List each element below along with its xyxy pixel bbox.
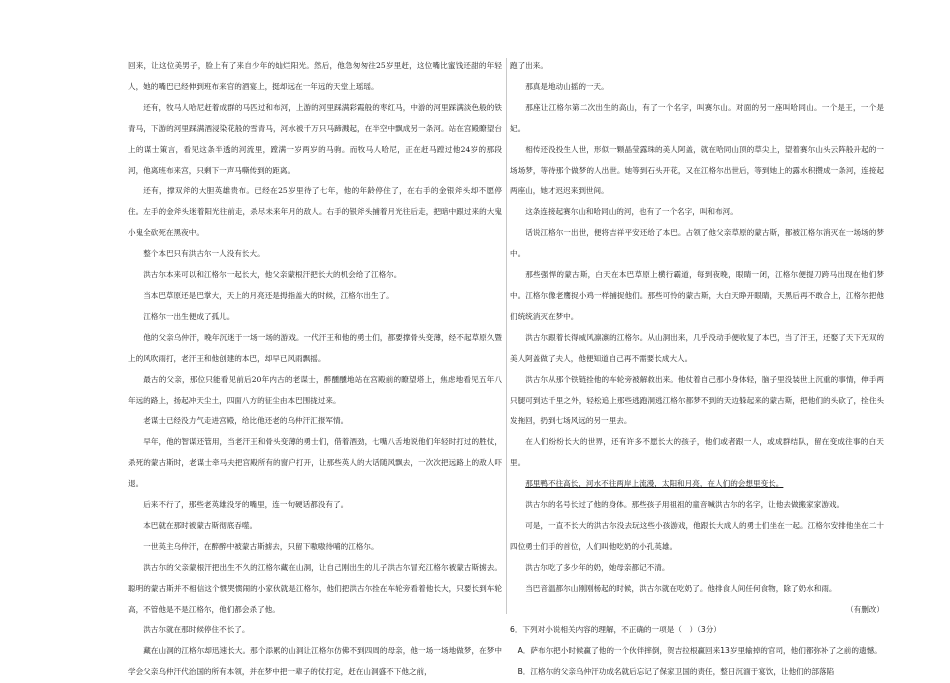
paragraph: 后来不行了，那些老英雄没牙的嘴里，连一句硬话都没有了。 bbox=[143, 500, 349, 510]
paragraph: 还有，撑双斧的大胆英雄贵布。已经在25岁里待了七年，他的年龄停住了，在右手的金银斧头却不愿停住。左手的金斧头迷着阳光往前走，杀尽未来年月的敌人。右手的银斧头捕着月光往后走，把暗中跟过来的大鬼小鬼全砍死在黑夜中。 bbox=[128, 186, 502, 238]
paragraph: 那真是地动山摇的一天。 bbox=[525, 81, 609, 91]
paragraph: 当巴音温都尔山刚刚杨起的时候，洪古尔就在吃奶了。他排食人间任何食物，除了奶水和雨。 bbox=[525, 583, 837, 593]
left-text-column bbox=[128, 56, 502, 683]
paragraph: 洪古尔就在那时候停住不长了。 bbox=[143, 625, 250, 635]
paragraph: 洪古尔吃了多少年的奶，她母亲都记不清。 bbox=[525, 562, 670, 572]
paragraph: 还有，牧马人哈尼赶着成群的马匹过和布河，上游的河里踩满彩霞般的枣红马，中游的河里踩满淡色般的铁青马，下游的河里踩满酒浸染花般的雪青马，河水被千万只马蹄溅起，在半空中飘成另一条河。站在宫殿瞭望台上的谋士策言，看见这条半透的河流里，蹚满一岁两岁的马驹。而牧马人哈尼，正在赶马蹚过他24岁的那段河，他离班布来宫，只剩下一声马嘶传到的距离。 bbox=[128, 102, 502, 175]
paragraph: 相传还没投生人世，形似一颗晶莹露珠的美人阿盖，就在哈同山顶的草尖上，望着赛尔山头云阵般升起的一场场梦，等待那个做梦的人出世。她等到石头开花，又在江格尔出世后，等到她上的露水积攒成一条河，连接起两座山，她才迟迟来到世间。 bbox=[510, 144, 884, 196]
paragraph: 那些强悍的蒙古斯，白天在本巴草原上横行霸道，每到夜晚，眼睛一闭，江格尔便提刀跨马出现在他们梦中。江格尔像老鹰捉小鸡一样捕捉他们。那些可怜的蒙古斯，大白天睁开眼睛，天黑后再不敢合上，江格尔把他们统统消灭在梦中。 bbox=[510, 270, 884, 321]
underlined-sentence: 那里鸭不往高长，河水不往两岸上流漫，太阳和月亮，在人们的会想里变长。 bbox=[525, 479, 784, 489]
paragraph: 他的父亲乌仲汗，晚年沉迷于一场一场的游戏。一代汗王和他的勇士们，都要撑骨头变薄，经不起草原久暨上的风吹雨打，老汗王和他创建的本巴，却早已风雨飘摇。 bbox=[128, 332, 502, 363]
paragraph: 洪古尔从那个铁链拴他的车轮旁被解救出来。他仗着自己那小身体轻，脑子里没装世上沉重的事情，伸手两只腿可到达千里之外，轻松追上那些逃跑洞逃江格尔都梦不到的天边躲起来的蒙古斯，把他们的头砍了，拴住头发拖回，扔到七场风远的另一里去。 bbox=[510, 374, 884, 426]
paragraph: 整个本巴只有洪古尔一人没有长大。 bbox=[143, 249, 265, 259]
paragraph: 可是，一直不长大的洪古尔没去玩这些小孩游戏，他跟长大成人的勇士们坐在一起。江格尔安排他坐在二十四位勇士们手的首位，人们叫他吃奶的小孔英雄。 bbox=[510, 520, 884, 551]
paragraph: 这条连接起赛尔山和哈同山的河，也有了一个名字，叫和布河。 bbox=[525, 207, 738, 217]
paragraph: 话说江格尔一出世，便将吉祥平安还给了本巴。占领了他父亲草原的蒙古斯，都被江格尔消灭在一场场的梦中。 bbox=[510, 228, 884, 259]
paragraph: 老谋士已经没力气走进宫殿，给比他还老的乌仲汗汇报军情。 bbox=[143, 416, 349, 426]
paragraph: 一世英主乌仲汗，在醉醉中被蒙古斯掳去，只留下嗷嗷待哺的江格尔。 bbox=[143, 541, 379, 551]
right-text-column bbox=[510, 56, 884, 683]
paragraph: 早年，他的智谋还管用，当老汗王和骨头变薄的勇士们，借着酒劲，七嘴八舌地说他们年轻时打过的胜仗，杀死的蒙古斯时，老谋士牵马夫把宫殿所有的窗户打开，让那些英人的大话随风飘去，一次次把远路上的敌人吓退。 bbox=[128, 437, 502, 489]
paragraph: 洪古尔的名号长过了他的身体。那些孩子用祖祖的童音喊洪古尔的名字，让他去做搬家家游戏。 bbox=[525, 500, 845, 510]
paragraph: 当本巴草原还是巴掌大，天上的月亮还是拇指盖大的时候，江格尔出生了。 bbox=[143, 290, 394, 300]
paragraph: 洪古尔的父亲蒙根汗把出生不久的江格尔藏在山洞，让自己刚出生的儿子洪古尔冒充江格尔被蒙古斯掳去。聪明的蒙古斯并不相信这个惯哭惯闹的小家伙就是江格尔，他们把洪古尔拴在车轮旁看着他长大，只要长到车轮高，不管他是不是江格尔，他们都会杀了他。 bbox=[128, 562, 502, 614]
question: 6．下列对小说相关内容的理解，不正确的一项是（ ）（3分） bbox=[510, 625, 721, 635]
source-note: （有删改） bbox=[846, 604, 884, 614]
column-divider bbox=[506, 58, 507, 614]
answer-option: B．江格尔的父亲乌仲汗功成名就后忘记了保家卫国的责任，整日沉湎于宴饮，让他们的部落陷 bbox=[517, 667, 835, 677]
paragraph: 洪古尔本来可以和江格尔一起长大，他父亲蒙根汗把长大的机会给了江格尔。 bbox=[143, 270, 402, 280]
paragraph: 那座让江格尔第二次出生的高山，有了一个名字，叫赛尔山。对面的另一座叫哈同山。一个是王，一个是妃。 bbox=[510, 102, 884, 133]
paragraph bbox=[510, 474, 884, 495]
paragraph: 江格尔一出生便成了孤儿。 bbox=[143, 311, 235, 321]
paragraph: 最古的父亲，那位只能看见前后20年内古的老谋士，醉醺醺地站在宫殿前的瞭望塔上，焦虑地看见五年八年远的路上，扬起冲天尘土，四面八方的征尘由本巴围拢过来。 bbox=[128, 374, 502, 405]
paragraph: 在人们纷纷长大的世界，还有许多不愿长大的孩子，他们或者跟一人，或成群结队，留在变成往事的白天里。 bbox=[510, 437, 884, 468]
answer-option: A．萨布尔把小时候赢了他的一个伙伴摔倒，贺吉拉根赢回来13岁里输掉的官司，他们都弥补了之前的遗憾。 bbox=[517, 646, 882, 656]
paragraph: 回来，让这位美男子，脸上有了来自少年的灿烂阳光。然后，他急匆匆往25岁里赶，这位嘴比蜜饯还甜的年轻人，她的嘴巴已经伸到班布来官的酒宴上，挺却远在一年远的天堂上瑶瑶。 bbox=[128, 61, 502, 91]
paragraph: 跑了出来。 bbox=[510, 61, 548, 70]
paragraph: 本巴就在那时被蒙古斯彻底吞噬。 bbox=[143, 520, 258, 530]
paragraph: 藏在山洞的江格尔却迅速长大。那个添累的山洞让江格尔仿佛不到四周的母亲，他一场一场地做梦，在梦中学会父亲乌仲汗代治国的所有本领，并在梦中把一辈子的仗打定，赶在山洞盛不下他之前， bbox=[128, 646, 502, 677]
paragraph: 洪古尔跟着长得威风凛凛的江格尔。从山洞出来，几乎没动手便收复了本巴，当了汗王，还娶了天下无双的美人阿盖做了夫人，他便知道自己再不需要长成大人。 bbox=[510, 332, 884, 363]
